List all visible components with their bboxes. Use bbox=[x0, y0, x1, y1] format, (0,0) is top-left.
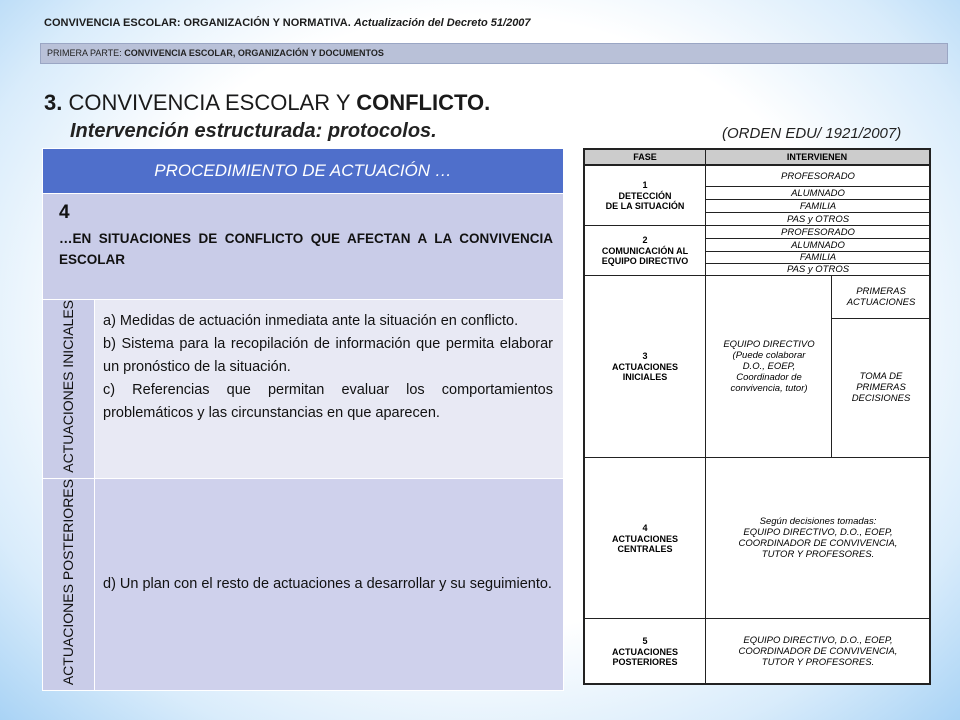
initial-item-b: b) Sistema para la recopilación de información que permita elaborar un pronóstico de la situación. bbox=[103, 336, 553, 375]
ref-p1-actor-3: PAS y OTROS bbox=[786, 213, 850, 225]
ref-p2-actor-0: PROFESORADO bbox=[781, 226, 855, 238]
reference-table-image bbox=[583, 148, 931, 685]
initial-actions-label: ACTUACIONES INICIALES bbox=[43, 300, 95, 479]
ref-p1-actor-1: ALUMNADO bbox=[791, 187, 845, 199]
procedure-description: …EN SITUACIONES DE CONFLICTO QUE AFECTAN A LA CONVIVENCIA ESCOLAR bbox=[59, 231, 553, 267]
ref-phase-4: 4 ACTUACIONES CENTRALES bbox=[611, 522, 678, 554]
title-number: 3. bbox=[44, 90, 63, 115]
ref-p1-actor-0: PROFESORADO bbox=[781, 170, 855, 182]
procedure-number: 4 bbox=[59, 202, 70, 223]
ref-p3-first: PRIMERAS ACTUACIONES bbox=[846, 286, 916, 308]
ref-line bbox=[831, 275, 832, 457]
title-main: CONVIVENCIA ESCOLAR Y bbox=[68, 90, 351, 115]
ref-p3-decisions: TOMA DE PRIMERAS DECISIONES bbox=[851, 371, 911, 404]
page-title bbox=[44, 90, 490, 116]
later-item-d: d) Un plan con el resto de actuaciones a desarrollar y su seguimiento. bbox=[103, 575, 552, 592]
ref-p2-actor-1: ALUMNADO bbox=[791, 239, 845, 251]
ref-p3-actors: EQUIPO DIRECTIVO (Puede colaborar D.O., EOEP, Coordinador de convivencia, tutor) bbox=[723, 338, 815, 394]
initial-item-a: a) Medidas de actuación inmediata ante la situación en conflicto. bbox=[103, 313, 519, 329]
later-actions-content bbox=[95, 478, 564, 690]
title-bold: CONFLICTO. bbox=[356, 90, 491, 115]
later-actions-label: ACTUACIONES POSTERIORES bbox=[43, 478, 95, 690]
ref-phase-2: 2 COMUNICACIÓN AL EQUIPO DIRECTIVO bbox=[601, 234, 689, 266]
procedure-table bbox=[42, 148, 564, 691]
section-bar bbox=[40, 43, 948, 64]
procedure-heading: PROCEDIMIENTO DE ACTUACIÓN … bbox=[43, 149, 564, 194]
section-prefix: PRIMERA PARTE: bbox=[47, 48, 122, 58]
header-subtitle: Actualización del Decreto 51/2007 bbox=[353, 17, 531, 29]
ref-col-intervienen: INTERVIENEN bbox=[705, 150, 929, 166]
document-header bbox=[44, 17, 531, 29]
page-subtitle: Intervención estructurada: protocolos. bbox=[70, 120, 437, 142]
section-label: CONVIVENCIA ESCOLAR, ORGANIZACIÓN Y DOCUMENTOS bbox=[124, 48, 384, 58]
ref-p1-actor-2: FAMILIA bbox=[799, 200, 837, 212]
ref-phase-5: 5 ACTUACIONES POSTERIORES bbox=[611, 635, 678, 667]
ref-divider bbox=[705, 150, 706, 683]
ref-p5-actors: EQUIPO DIRECTIVO, D.O., EOEP, COORDINADOR DE CONVIVENCIA, TUTOR Y PROFESORES. bbox=[738, 634, 898, 668]
ref-p2-actor-3: PAS y OTROS bbox=[786, 264, 850, 275]
initial-item-c: c) Referencias que permitan evaluar los comportamientos problemáticos y las circunstancias en que aparecen. bbox=[103, 382, 553, 421]
ref-p4-actors: Según decisiones tomadas: EQUIPO DIRECTIVO, D.O., EOEP, COORDINADOR DE CONVIVENCIA, TUTOR Y PROFESORES. bbox=[738, 516, 898, 560]
ref-p2-actor-2: FAMILIA bbox=[799, 252, 837, 263]
header-title: CONVIVENCIA ESCOLAR: ORGANIZACIÓN Y NORMATIVA. bbox=[44, 17, 351, 29]
ref-col-fase: FASE bbox=[585, 150, 705, 166]
ref-phase-3: 3 ACTUACIONES INICIALES bbox=[611, 350, 678, 382]
initial-actions-content bbox=[95, 300, 564, 479]
order-reference: (ORDEN EDU/ 1921/2007) bbox=[722, 125, 902, 142]
procedure-intro bbox=[43, 194, 564, 300]
ref-phase-1: 1 DETECCIÓN DE LA SITUACIÓN bbox=[605, 179, 685, 211]
